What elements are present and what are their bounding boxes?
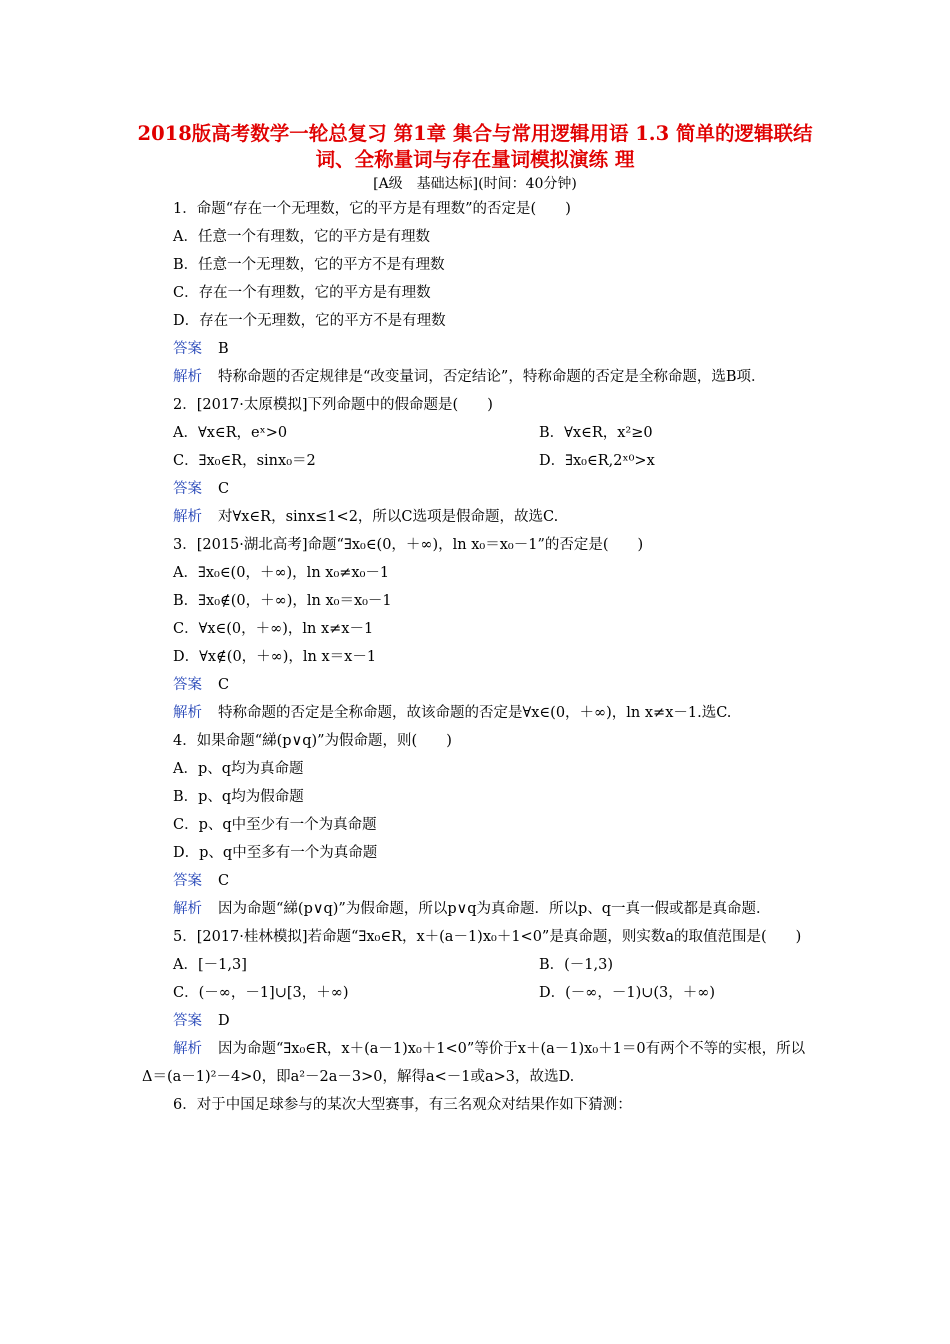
q5-option-d: D．(－∞，－1)∪(3，＋∞)	[539, 985, 716, 1001]
q5-option-a: A．[－1,3]	[173, 957, 247, 973]
q4-answer	[142, 867, 812, 895]
question-6-stem: 6．对于中国足球参与的某次大型赛事，有三名观众对结果作如下猜测：	[173, 1097, 632, 1113]
question-1-stem: 1．命题“存在一个无理数，它的平方是有理数”的否定是( )	[173, 201, 571, 217]
q3-option-d: D．∀x∉(0，＋∞)，ln x＝x－1	[173, 649, 377, 665]
analysis-label: 解析	[173, 901, 202, 917]
analysis-label: 解析	[173, 509, 202, 525]
q4-option-d: D．p、q中至多有一个为真命题	[173, 845, 378, 861]
q2-option-d: D．∃x₀∈R,2ˣ⁰>x	[539, 453, 655, 469]
q3-answer-value: C	[218, 677, 230, 693]
analysis-label: 解析	[173, 705, 202, 721]
analysis-label: 解析	[173, 1041, 202, 1057]
answer-label: 答案	[173, 481, 202, 497]
q5-option-c: C．(－∞，－1]∪[3，＋∞)	[173, 985, 349, 1001]
q2-options-row-1	[142, 419, 812, 447]
q3-analysis-text: 特称命题的否定是全称命题，故该命题的否定是∀x∈(0，＋∞)，ln x≠x－1.选C.	[218, 705, 732, 721]
question-3-stem: 3．[2015·湖北高考]命题“∃x₀∈(0，＋∞)，ln x₀＝x₀－1”的否定是( )	[173, 537, 644, 553]
question-2-stem: 2．[2017·太原模拟]下列命题中的假命题是( )	[173, 397, 493, 413]
q5-answer	[142, 1007, 812, 1035]
q3-option-b: B．∃x₀∉(0，＋∞)，ln x₀＝x₀－1	[173, 593, 392, 609]
q2-option-a: A．∀x∈R，eˣ>0	[173, 425, 288, 441]
q1-answer	[142, 335, 812, 363]
q5-analysis-text: 因为命题“∃x₀∈R，x＋(a－1)x₀＋1<0”等价于x＋(a－1)x₀＋1＝0有两个不等的实根，所以Δ＝(a－1)²－4>0，即a²－2a－3>0，解得a<－1或a>3，故选D.	[142, 1041, 806, 1085]
q5-options-row-2	[142, 979, 812, 1007]
q4-option-a: A．p、q均为真命题	[173, 761, 304, 777]
q2-analysis	[142, 503, 812, 531]
q2-answer-value: C	[218, 481, 230, 497]
section-subtitle: [A级 基础达标](时间：40分钟)	[373, 176, 577, 192]
document-title: 2018版高考数学一轮总复习 第1章 集合与常用逻辑用语 1.3 简单的逻辑联结词、全称量词与存在量词模拟演练 理	[137, 122, 813, 171]
q1-analysis	[142, 363, 812, 391]
answer-label: 答案	[173, 341, 202, 357]
q2-analysis-text: 对∀x∈R，sinx≤1<2，所以C选项是假命题，故选C.	[218, 509, 559, 525]
answer-label: 答案	[173, 873, 202, 889]
q1-option-a: A．任意一个有理数，它的平方是有理数	[173, 229, 430, 245]
q4-analysis	[142, 895, 812, 923]
q4-option-b: B．p、q均为假命题	[173, 789, 304, 805]
q1-option-b: B．任意一个无理数，它的平方不是有理数	[173, 257, 445, 273]
q3-analysis	[142, 699, 812, 727]
q5-options-row-1	[142, 951, 812, 979]
q5-answer-value: D	[218, 1013, 230, 1029]
q3-option-c: C．∀x∈(0，＋∞)，ln x≠x－1	[173, 621, 374, 637]
q3-option-a: A．∃x₀∈(0，＋∞)，ln x₀≠x₀－1	[173, 565, 390, 581]
q4-analysis-text: 因为命题“綈(p∨q)”为假命题，所以p∨q为真命题．所以p、q一真一假或都是真命题．	[218, 901, 771, 917]
q1-analysis-text: 特称命题的否定规律是“改变量词，否定结论”，特称命题的否定是全称命题，选B项．	[218, 369, 766, 385]
q3-answer	[142, 671, 812, 699]
q5-analysis	[142, 1035, 812, 1091]
q2-answer	[142, 475, 812, 503]
question-4-stem: 4．如果命题“綈(p∨q)”为假命题，则( )	[173, 733, 452, 749]
q5-option-b: B．(－1,3)	[539, 957, 614, 973]
answer-label: 答案	[173, 1013, 202, 1029]
analysis-label: 解析	[173, 369, 202, 385]
q2-options-row-2	[142, 447, 812, 475]
answer-label: 答案	[173, 677, 202, 693]
q1-option-d: D．存在一个无理数，它的平方不是有理数	[173, 313, 446, 329]
q1-answer-value: B	[218, 341, 229, 357]
q1-option-c: C．存在一个有理数，它的平方是有理数	[173, 285, 431, 301]
question-5-stem: 5．[2017·桂林模拟]若命题“∃x₀∈R，x＋(a－1)x₀＋1<0”是真命题，则实数a的取值范围是( )	[173, 929, 802, 945]
q4-answer-value: C	[218, 873, 230, 889]
question-list	[142, 195, 812, 1119]
q2-option-c: C．∃x₀∈R，sinx₀＝2	[173, 453, 316, 469]
q2-option-b: B．∀x∈R，x²≥0	[539, 425, 653, 441]
q4-option-c: C．p、q中至少有一个为真命题	[173, 817, 377, 833]
